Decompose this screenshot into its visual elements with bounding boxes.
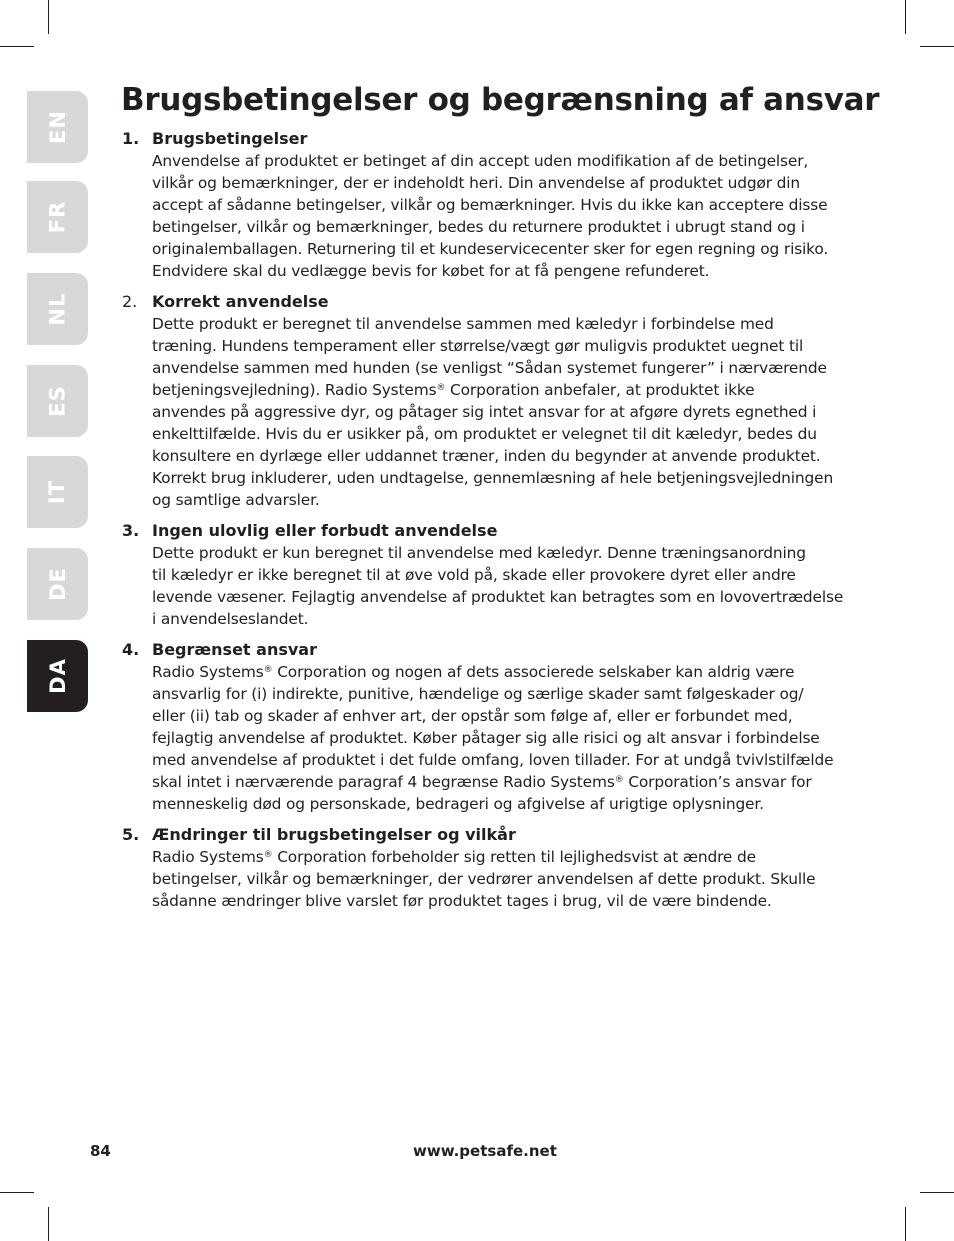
body-text: Radio Systems [152,663,264,681]
body-line: menneskelig død og personskade, bedrageri og afgivelse af urigtige oplysninger. [152,795,764,813]
body-line: sådanne ændringer blive varslet før produktet tages i brug, vil de være bindende. [152,892,772,910]
page-number: 84 [90,1142,111,1160]
terms-section [122,824,872,912]
section-heading: Ingen ulovlig eller forbudt anvendelse [152,521,498,540]
lang-tab-label: DA [45,658,70,694]
section-number: 3. [122,521,140,540]
section-heading: Begrænset ansvar [152,640,317,659]
terms-section [122,639,872,815]
section-body [152,313,872,511]
registered-mark: ® [263,850,273,860]
lang-tab-label: IT [45,479,70,505]
section-body [152,150,872,282]
body-line: betingelser, vilkår og bemærkninger, bedes du returnere produktet i ubrugt stand og i [152,218,805,236]
body-line: fejlagtig anvendelse af produktet. Køber påtager sig alle risici og alt ansvar i forbindelse [152,729,820,747]
body-line [152,379,872,401]
body-line: levende væsener. Fejlagtig anvendelse af produktet kan betragtes som en lovovertrædelse [152,588,844,606]
body-line: Dette produkt er beregnet til anvendelse sammen med kæledyr i forbindelse med [152,315,774,333]
body-line [152,846,872,868]
body-text: skal intet i nærværende paragraf 4 begrænse Radio Systems [152,773,615,791]
lang-tab-label: EN [45,110,70,144]
crop-mark [905,1207,906,1241]
lang-tab-label: ES [45,385,70,417]
terms-section [122,291,872,511]
section-heading: Brugsbetingelser [152,129,308,148]
body-line: konsultere en dyrlæge eller uddannet træner, inden du begynder at anvende produktet. [152,447,821,465]
body-line: Dette produkt er kun beregnet til anvendelse med kæledyr. Denne træningsanordning [152,544,806,562]
section-body [152,661,872,815]
lang-tab-label: NL [45,292,70,326]
crop-mark [48,1207,49,1241]
lang-tab-es[interactable] [27,365,88,437]
body-line: Endvidere skal du vedlægge bevis for købet for at få pengene refunderet. [152,262,710,280]
section-body [152,846,872,912]
terms-section [122,128,872,282]
section-number: 4. [122,640,140,659]
body-text: Corporation og nogen af dets associerede selskaber kan aldrig være [272,663,795,681]
section-number: 2. [122,292,138,311]
body-line: ansvarlig for (i) indirekte, punitive, hændelige og særlige skader samt følgeskader og/ [152,685,804,703]
registered-mark: ® [263,665,273,675]
body-line [152,771,872,793]
body-line: Korrekt brug inkluderer, uden undtagelse, gennemlæsning af hele betjeningsvejledningen [152,469,834,487]
section-heading: Korrekt anvendelse [152,292,329,311]
body-line [152,661,872,683]
lang-tab-da[interactable] [27,640,88,712]
body-text: Radio Systems [152,848,264,866]
body-text: betjeningsvejledning). Radio Systems [152,381,437,399]
body-line: og samtlige advarsler. [152,491,320,509]
body-text: Corporation anbefaler, at produktet ikke [445,381,755,399]
lang-tab-de[interactable] [27,548,88,620]
body-line: træning. Hundens temperament eller størrelse/vægt gør muligvis produktet uegnet til [152,337,804,355]
body-line: originalemballagen. Returnering til et kundeservicecenter sker for egen regning og risiko. [152,240,829,258]
body-line: eller (ii) tab og skader af enhver art, der opstår som følge af, eller er forbundet med, [152,707,793,725]
body-line: anvendes på aggressive dyr, og påtager sig intet ansvar for at afgøre dyrets egnethed i [152,403,817,421]
lang-tab-nl[interactable] [27,273,88,345]
section-heading: Ændringer til brugsbetingelser og vilkår [152,825,516,844]
crop-mark [920,1192,954,1193]
crop-mark [48,0,49,34]
lang-tab-en[interactable] [27,91,88,163]
crop-mark [920,46,954,47]
body-line: vilkår og bemærkninger, der er indeholdt heri. Din anvendelse af produktet udgør din [152,174,801,192]
body-line: med anvendelse af produktet i det fulde omfang, loven tillader. For at undgå tvivlstilfælde [152,751,834,769]
section-number: 5. [122,825,140,844]
body-line: i anvendelseslandet. [152,610,309,628]
body-line: Anvendelse af produktet er betinget af din accept uden modifikation af de betingelser, [152,152,809,170]
website-url: www.petsafe.net [413,1142,557,1160]
crop-mark [0,46,34,47]
body-line: anvendelse sammen med hunden (se venligst “Sådan systemet fungerer” i nærværende [152,359,827,377]
registered-mark: ® [614,775,624,785]
body-text: Corporation’s ansvar for [623,773,812,791]
section-body [152,542,872,630]
lang-tab-it[interactable] [27,456,88,528]
crop-mark [0,1192,34,1193]
terms-content [122,128,872,921]
body-line: accept af sådanne betingelser, vilkår og bemærkninger. Hvis du ikke kan acceptere disse [152,196,828,214]
body-line: til kæledyr er ikke beregnet til at øve vold på, skade eller provokere dyret eller andre [152,566,796,584]
section-number: 1. [122,129,140,148]
terms-section [122,520,872,630]
lang-tab-label: DE [45,567,70,601]
body-line: betingelser, vilkår og bemærkninger, der vedrører anvendelsen af dette produkt. Skulle [152,870,816,888]
page-title: Brugsbetingelser og begrænsning af ansvar [121,82,880,118]
body-line: enkelttilfælde. Hvis du er usikker på, om produktet er velegnet til dit kæledyr, bedes du [152,425,817,443]
registered-mark: ® [436,383,446,393]
body-text: Corporation forbeholder sig retten til lejlighedsvist at ændre de [272,848,756,866]
lang-tab-label: FR [45,200,70,234]
crop-mark [905,0,906,34]
lang-tab-fr[interactable] [27,181,88,253]
